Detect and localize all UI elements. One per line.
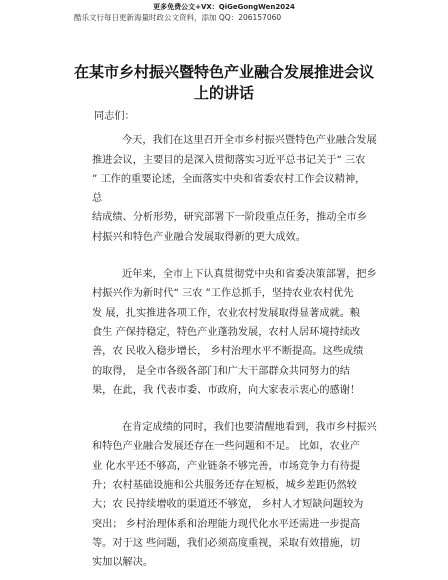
title-line-2: 上的讲话	[193, 84, 254, 102]
document-body	[92, 107, 380, 573]
para1-line: 村振兴和特色产业融合发展取得新的更大成效。	[92, 231, 306, 243]
document-title	[60, 62, 388, 104]
para2-line: 果，在此，我 代表市委、市政府，向大家表示衷心的感谢！	[92, 384, 361, 396]
para2-line: 近年来，全市上下认真贯彻党中央和省委决策部署，把乡	[122, 269, 377, 281]
para3-line: 实加以解决。	[92, 557, 154, 569]
para3-line: 突出； 乡村治理体系和治理能力现代化水平还需进一步提高	[92, 518, 361, 530]
top-promo-note: 更多免费公文+VX：QiGeGongWen2024	[153, 3, 295, 11]
para2-line: 食生 产保持稳定，特色产业蓬勃发展，农村人居环境持续改	[92, 326, 361, 338]
para2-line: 发 展，扎实推进各项工作，农业农村发展取得显著成就。粮	[92, 307, 361, 319]
para3-line: 和特色产业融合发展还存在一些问题和不足。 比如，农业产	[92, 441, 361, 453]
para3-line: 升；农村基础设施和公共服务还存在短板，城乡差距仍然较	[92, 480, 357, 492]
para3-line: 业 化水平还不够高，产业链条不够完善，市场竞争力有待提	[92, 460, 361, 472]
para3-line: 等。对于这 些问题，我们必须高度重视，采取有效措施，切	[92, 537, 361, 549]
para1-line: ” 工作的重要论述，全面落实中央和省委农村工作会议精神，	[92, 173, 366, 185]
para1-line: 推进会议，主要目的是深入贯彻落实习近平总书记关于“ 三农	[92, 154, 366, 166]
para1-line: 结成绩、分析形势，研究部署下一阶段重点任务，推动全市乡	[92, 212, 368, 224]
greeting: 同志们：	[94, 111, 135, 122]
title-line-1: 在某市乡村振兴暨特色产业融合发展推进会议	[73, 63, 374, 81]
paragraph-3	[92, 418, 380, 572]
para2-line: 村振兴作为新时代“ 三农 ”工作总抓手，坚持农业农村优先	[92, 288, 354, 300]
para1-line: 总	[92, 193, 103, 205]
para1-line: 今天，我们在这里召开全市乡村振兴暨特色产业融合发展	[122, 135, 377, 147]
para3-line: 大；农 民持续增收的渠道还不够宽， 乡村人才短缺问题较为	[92, 499, 364, 511]
paragraph-2	[92, 265, 380, 400]
para2-line: 的取得， 是全市各级各部门和广大干部群众共同努力的结	[92, 365, 350, 377]
para2-line: 善，农 民收入稳步增长， 乡村治理水平不断提高。这些成绩	[92, 346, 364, 358]
paragraph-1	[92, 131, 380, 247]
para3-line: 在肯定成绩的同时，我们也要清醒地看到，我市乡村振兴	[122, 422, 377, 434]
header-line: 酷乐文行每日更新海量时政公文资料，添加 QQ：206157060	[74, 13, 282, 22]
